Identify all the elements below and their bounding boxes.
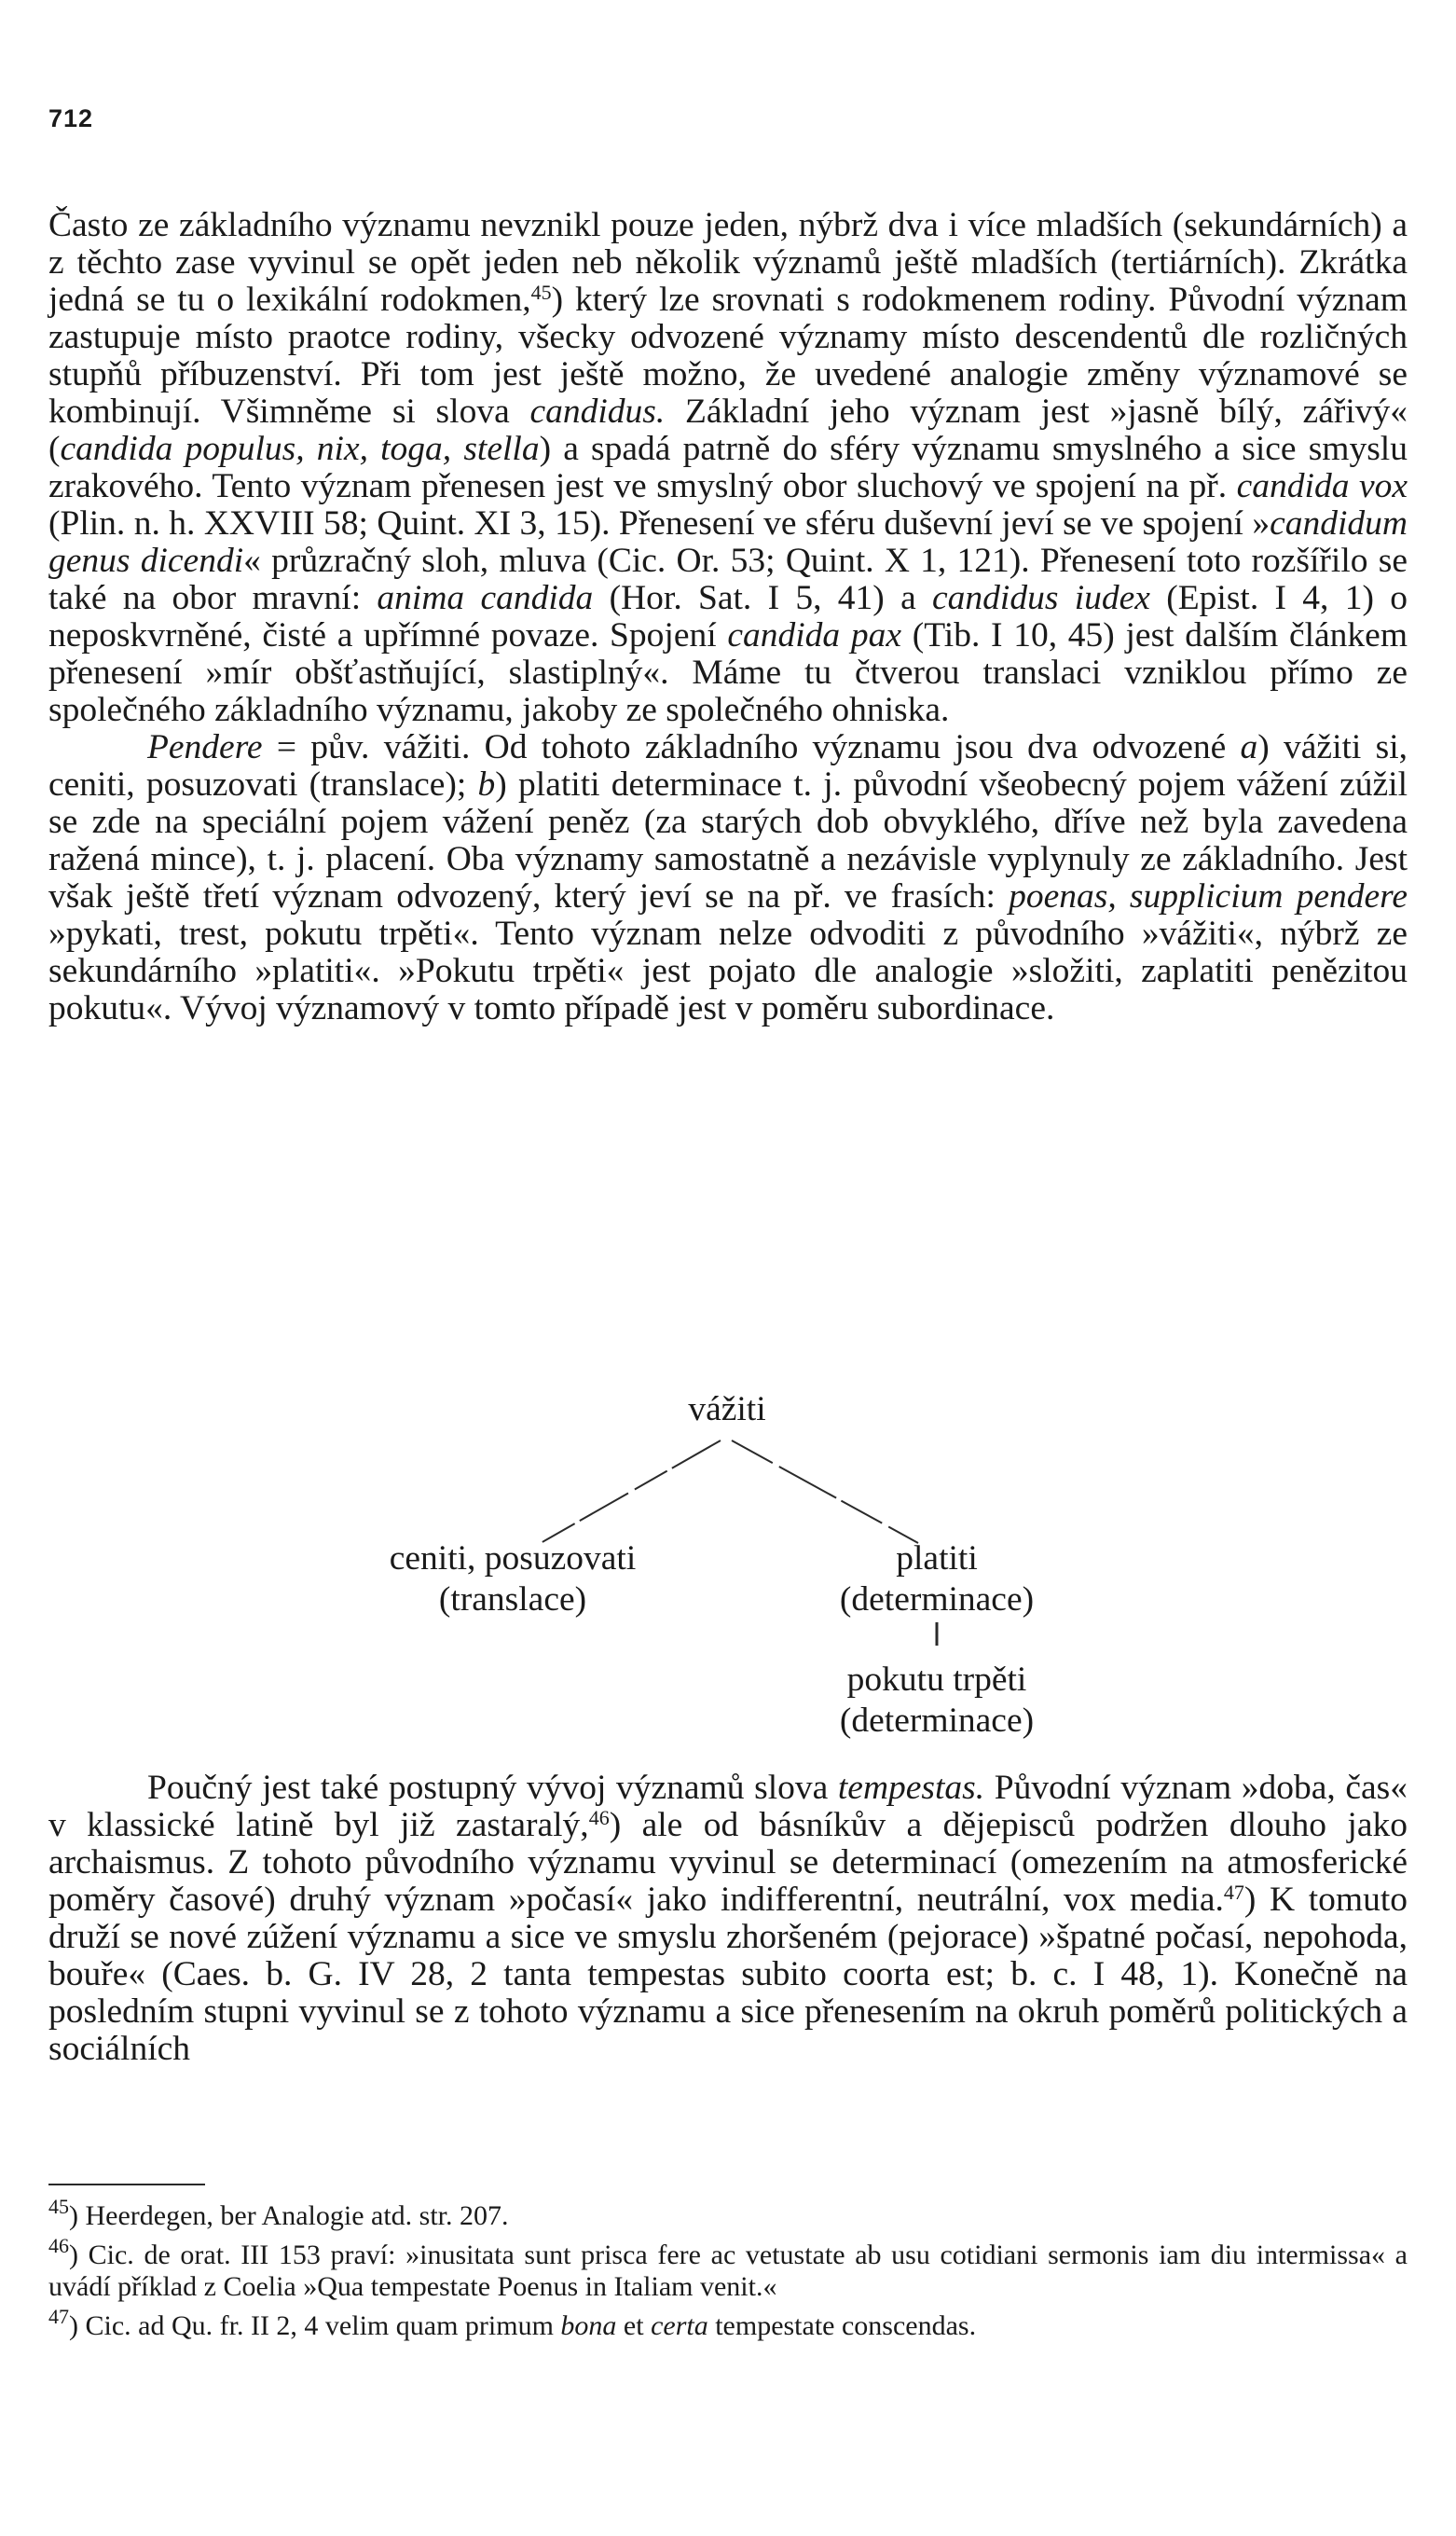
italic-term: a <box>1240 728 1258 766</box>
tree-node-child <box>788 1660 1086 1742</box>
node-label: pokutu trpěti <box>846 1661 1027 1699</box>
tree-node-left <box>336 1538 690 1620</box>
footnote-text: ) Cic. ad Qu. fr. II 2, 4 velim quam primum <box>69 2310 561 2341</box>
connector-root-right <box>732 1440 918 1543</box>
footnote-text: tempestate conscendas. <box>707 2310 977 2341</box>
main-text-upper <box>48 207 1408 1027</box>
main-text-lower <box>48 1770 1408 2068</box>
paragraph-tempestas <box>48 1770 1408 2068</box>
text-run: Původní význam »doba, čas« v klassické latině byl již zastaralý, <box>48 1769 1408 1844</box>
italic-term: candidus. <box>529 393 666 431</box>
tree-node-right <box>788 1538 1086 1620</box>
italic-term: bona <box>560 2310 617 2341</box>
text-run: (Plin. n. h. XXVIII 58; Quint. XI 3, 15). Přenesení ve sféru duševní jeví se ve spojení » <box>48 504 1271 543</box>
footnote-47 <box>48 2305 1408 2342</box>
meaning-tree-diagram <box>0 1389 1456 1753</box>
text-run: ) vážiti si, ceniti, posuzovati (translace); <box>48 728 1408 804</box>
node-label: platiti <box>896 1539 978 1578</box>
italic-term: candidum genus dicendi <box>48 504 1408 580</box>
tree-connectors <box>0 1389 1456 1753</box>
paragraph-candidus <box>48 207 1408 729</box>
tree-node-root <box>634 1389 820 1430</box>
italic-term: candida vox <box>1236 467 1408 505</box>
footnote-46 <box>48 2234 1408 2303</box>
page-number: 712 <box>48 104 94 132</box>
text-run: »pykati, trest, pokutu trpěti«. Tento význam nelze odvoditi z původního »vážiti«, nýbrž ze sekundárního »platiti«. »Pokutu trpěti« jest pojato dle analogie »složiti, zaplatiti penězitou pokutu«. Vývoj významový v tomto případě jest v poměru subordinace. <box>48 915 1408 1027</box>
connector-root-left <box>541 1440 721 1543</box>
text-run: ) platiti determinace t. j. původní všeobecný pojem vážení zúžil se zde na speciální pojem vážení peněz (za starých dob obvyklého, dříve než byla zavedena ražená mince), t. j. placení. Oba významy samostatně a nezávisle vyplynuly ze základního. Jest však ještě třetí význam odvozený, který jeví se na př. ve frasích: <box>48 765 1408 916</box>
node-sublabel: (determinace) <box>839 1580 1035 1619</box>
footnote-ref-46: 46 <box>588 1806 610 1829</box>
italic-term: certa <box>651 2310 708 2341</box>
text-run: ) ale od básníkův a dějepisců podržen dlouho jako archaismus. Z tohoto původního významu vyvinul se determinací (omezením na atmosferické poměry časové) druhý význam »počasí« jako indifferentní, neutrální, vox media. <box>48 1806 1408 1919</box>
footnote-text: ) Cic. de orat. III 153 praví: »inusitata sunt prisca fere ac vetustate ab usu cotidiani sermonis iam diu intermissa« a uvádí příklad z Coelia »Qua tempestate Poenus in Italiam venit.« <box>48 2240 1408 2302</box>
italic-term: tempestas. <box>837 1769 985 1807</box>
footnote-number: 46 <box>48 2234 69 2257</box>
footnote-45 <box>48 2195 1408 2232</box>
text-run: ) K tomuto druží se nové zúžení významu a sice ve smyslu zhoršeném (pejorace) »špatné počasí, nepohoda, bouře« (Caes. b. G. IV 28, 2 tanta tempestas subito coorta est; b. c. I 48, 1). Konečně na posledním stupni vyvinul se z tohoto významu a sice přenesením na okruh poměrů politických a sociálních <box>48 1881 1408 2068</box>
text-run: Poučný jest také postupný vývoj významů slova <box>147 1769 838 1807</box>
italic-term: Pendere <box>147 728 263 766</box>
italic-term: candida pax <box>727 616 902 655</box>
text-run: = pův. vážiti. Od tohoto základního významu jsou dva odvozené <box>262 728 1241 766</box>
footnote-text: et <box>616 2310 652 2341</box>
text-run: (Hor. Sat. I 5, 41) a <box>593 579 933 617</box>
footnotes <box>48 2195 1408 2342</box>
italic-term: candida populus, nix, toga, stella <box>60 430 540 468</box>
text-run: « průzračný sloh, mluva (Cic. Or. 53; Quint. X 1, 121). Přenesení toto rozšířilo se také na obor mravní: <box>48 542 1408 617</box>
footnote-ref-47: 47 <box>1223 1881 1244 1904</box>
node-sublabel: (translace) <box>438 1580 587 1619</box>
text-run: ) a spadá patrně do sféry významu smyslného a sice smyslu zrakového. Tento význam přenesen jest ve smyslný obor sluchový ve spojení na př. <box>48 430 1408 505</box>
footnote-ref-45: 45 <box>530 281 552 304</box>
node-label: ceniti, posuzovati <box>389 1539 637 1578</box>
footnote-divider <box>48 2184 205 2185</box>
footnote-number: 47 <box>48 2305 69 2328</box>
text-run: ) který lze srovnati s rodokmenem rodiny. Původní význam zastupuje místo praotce rodiny, všecky odvozené významy místo descendentů dle rozličných stupňů příbuzenství. Při tom jest ještě možno, že uvedené analogie změny významové se kombinují. Všimněme si slova <box>48 281 1408 431</box>
text-run: (Epist. I 4, 1) o neposkvrněné, čisté a upřímné povaze. Spojení <box>48 579 1408 655</box>
node-label: vážiti <box>688 1390 766 1428</box>
text-run: (Tib. I 10, 45) jest dalším článkem přenesení »mír obšťastňující, slastiplný«. Máme tu čtverou translaci vzniklou přímo ze společného základního významu, jakoby ze společného ohniska. <box>48 616 1408 729</box>
footnote-number: 45 <box>48 2195 69 2218</box>
italic-term: anima candida <box>377 579 594 617</box>
text-run: Základní jeho význam jest »jasně bílý, zářivý« ( <box>48 393 1408 468</box>
italic-term: candidus iudex <box>932 579 1150 617</box>
italic-term: b <box>477 765 496 804</box>
text-run: Často ze základního významu nevznikl pouze jeden, nýbrž dva i více mladších (sekundárních) a z těchto zase vyvinul se opět jeden neb několik významů ještě mladších (tertiárních). Zkrátka jedná se tu o lexikální rodokmen, <box>48 206 1408 319</box>
node-sublabel: (determinace) <box>839 1702 1035 1740</box>
paragraph-pendere <box>48 729 1408 1027</box>
italic-term: poenas, supplicium pendere <box>1009 877 1408 916</box>
footnote-text: ) Heerdegen, ber Analogie atd. str. 207. <box>69 2200 509 2231</box>
